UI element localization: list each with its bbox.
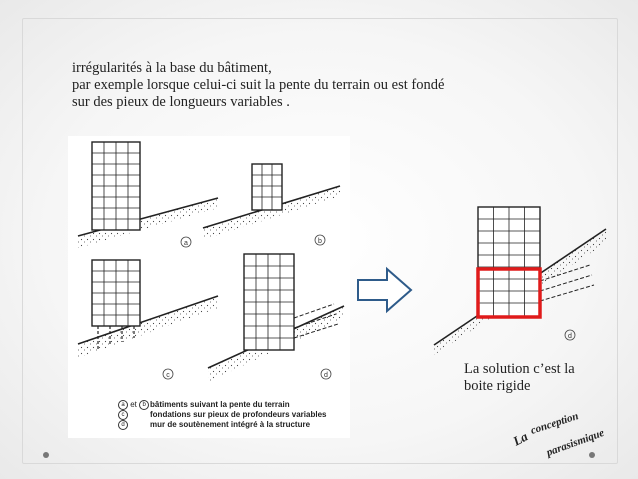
legend-row-ab: [118, 400, 358, 410]
panel-b: [203, 164, 340, 245]
legend-key-c: c: [118, 410, 128, 420]
legend-key-d: d: [118, 420, 128, 430]
legend-joiner: et: [130, 400, 137, 410]
legend-key-b: b: [139, 400, 149, 410]
label-c: c: [166, 372, 170, 379]
solution-text: [464, 361, 614, 395]
label-rigid: d: [568, 333, 572, 340]
solution-line-1: La solution c’est la: [464, 361, 575, 377]
legend-text-c: fondations sur pieux de profondeurs variables: [150, 410, 327, 420]
label-d: d: [324, 372, 328, 379]
legend-row-d: [118, 420, 358, 430]
legend-key-a: a: [118, 400, 128, 410]
panel-a: [78, 142, 218, 248]
figure-legend: [118, 400, 358, 430]
stamp-word-1: La: [510, 428, 531, 449]
label-b: b: [318, 238, 322, 245]
right-arrow-icon: [355, 265, 415, 315]
irregular-base-drawing: [68, 136, 350, 438]
bullet-dot-left: [43, 452, 49, 458]
panel-d: [208, 254, 344, 382]
panel-c: [78, 260, 218, 379]
rigid-box-drawing: [430, 195, 610, 355]
building-b: [252, 164, 282, 210]
intro-text: [72, 60, 592, 111]
label-a: a: [184, 240, 188, 247]
stamp-word-2: conception: [529, 410, 581, 437]
solution-line-2: boite rigide: [464, 378, 531, 394]
intro-line-2: par exemple lorsque celui-ci suit la pente du terrain ou est fondé: [72, 77, 445, 93]
stamp-word-3: parasismique: [544, 426, 606, 459]
legend-row-c: [118, 410, 358, 420]
intro-line-3: sur des pieux de longueurs variables .: [72, 94, 290, 110]
intro-line-1: irrégularités à la base du bâtiment,: [72, 60, 272, 76]
conception-stamp: [508, 398, 620, 462]
legend-text-d: mur de soutènement intégré à la structure: [150, 420, 311, 430]
legend-text-ab: bâtiments suivant la pente du terrain: [150, 400, 290, 409]
irregular-base-figure: [68, 136, 350, 438]
